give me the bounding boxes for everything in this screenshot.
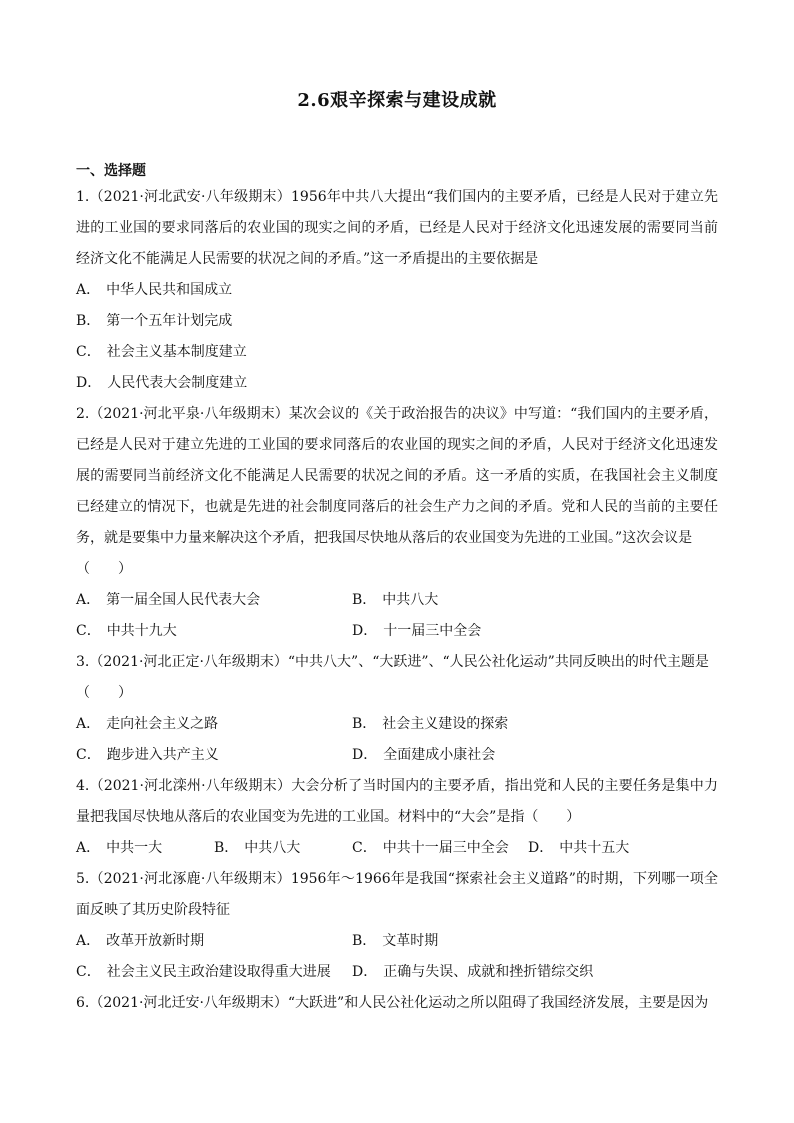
question-number: 3.	[76, 654, 90, 670]
option-c[interactable]	[76, 337, 718, 368]
question-stem: 某次会议的《关于政治报告的决议》中写道：“我们国内的主要矛盾，已经是人民对于建立先进的工业国的要求同落后的农业国的现实之间的矛盾，人民对于经济文化迅速发展的需要同当前经济文化不能满足人民需要的状况之间的矛盾。这一矛盾的实质，在我国社会主义制度已经建立的情况下，也就是先进的社会制度同落后的社会生产力之间的矛盾。党和人民的当前的主要任务，就是要集中力量来解决这个矛盾，把我国尽快地从落后的农业国变为先进的工业国。”这次会议是	[76, 406, 718, 546]
option-text: 中共十五大	[559, 840, 630, 856]
option-row	[76, 833, 718, 864]
option-a[interactable]	[76, 585, 352, 616]
question-source: （2021·河北平泉·八年级期末）	[89, 406, 289, 422]
option-letter: C．	[352, 840, 377, 856]
question-number: 5.	[76, 871, 90, 887]
option-c[interactable]	[352, 833, 528, 864]
question-source: （2021·河北迁安·八年级期末）	[89, 995, 288, 1011]
option-letter: C．	[76, 964, 101, 980]
option-text: 跑步进入共产主义	[106, 747, 219, 763]
option-b[interactable]	[352, 585, 628, 616]
option-row	[76, 616, 718, 647]
option-text: 走向社会主义之路	[106, 716, 219, 732]
option-row	[76, 306, 718, 337]
option-d[interactable]	[352, 740, 628, 771]
option-c[interactable]	[76, 616, 352, 647]
option-a[interactable]	[76, 833, 214, 864]
question-source: （2021·河北滦州·八年级期末）	[89, 778, 292, 794]
option-text: 中华人民共和国成立	[106, 282, 233, 298]
option-row	[76, 368, 718, 399]
option-text: 改革开放新时期	[106, 933, 205, 949]
answer-blank: （ ）	[76, 685, 132, 701]
question-number: 6.	[76, 995, 90, 1011]
question-text	[76, 771, 718, 833]
option-text: 中共一大	[106, 840, 163, 856]
question-stem: 大会分析了当时国内的主要矛盾，指出党和人民的主要任务是集中力量把我国尽快地从落后的农业国变为先进的工业国。材料中的“大会”是指（ ）	[76, 778, 719, 825]
option-letter: B．	[352, 933, 377, 949]
question-text	[76, 399, 718, 554]
question-source: （2021·河北涿鹿·八年级期末）	[89, 871, 291, 887]
option-text: 正确与失误、成就和挫折错综交织	[383, 964, 594, 980]
option-text: 社会主义建设的探索	[382, 716, 509, 732]
option-a[interactable]	[76, 926, 352, 957]
option-text: 社会主义民主政治建设取得重大进展	[106, 964, 331, 980]
question-source: （2021·河北武安·八年级期末）	[89, 189, 291, 205]
option-b[interactable]	[352, 926, 628, 957]
option-letter: D．	[528, 840, 554, 856]
option-row	[76, 957, 718, 988]
question-4	[76, 771, 718, 864]
option-text: 中共八大	[244, 840, 301, 856]
question-text	[76, 988, 718, 1019]
option-b[interactable]	[352, 709, 628, 740]
option-letter: A．	[76, 840, 101, 856]
section-heading: 一、选择题	[76, 163, 146, 179]
option-letter: B．	[214, 840, 239, 856]
option-letter: C．	[76, 623, 101, 639]
question-stem: “大跃进”和人民公社化运动之所以阻碍了我国经济发展，主要是因为	[287, 995, 709, 1011]
option-letter: C．	[76, 344, 101, 360]
option-letter: B．	[76, 313, 101, 329]
option-letter: A．	[76, 592, 101, 608]
option-text: 全面建成小康社会	[383, 747, 496, 763]
option-text: 中共十一届三中全会	[382, 840, 509, 856]
option-letter: A．	[76, 282, 101, 298]
option-row	[76, 275, 718, 306]
question-number: 2.	[76, 406, 90, 422]
option-row	[76, 926, 718, 957]
option-letter: D．	[76, 375, 102, 391]
option-letter: D．	[352, 964, 378, 980]
option-row	[76, 740, 718, 771]
option-text: 人民代表大会制度建立	[107, 375, 248, 391]
question-1	[76, 182, 718, 399]
question-stem: “中共八大”、“大跃进”、“人民公社化运动”共同反映出的时代主题是	[287, 654, 709, 670]
question-5	[76, 864, 718, 988]
question-text	[76, 864, 718, 926]
question-3	[76, 647, 718, 771]
option-letter: D．	[352, 747, 378, 763]
option-letter: D．	[352, 623, 378, 639]
option-row	[76, 337, 718, 368]
option-c[interactable]	[76, 740, 352, 771]
option-text: 十一届三中全会	[383, 623, 482, 639]
option-text: 中共十九大	[106, 623, 177, 639]
option-row	[76, 585, 718, 616]
option-letter: B．	[352, 716, 377, 732]
page-title: 2.6艰辛探索与建设成就	[297, 90, 497, 111]
question-number: 1.	[76, 189, 90, 205]
option-b[interactable]	[214, 833, 352, 864]
option-letter: C．	[76, 747, 101, 763]
question-text	[76, 182, 718, 275]
option-b[interactable]	[76, 306, 718, 337]
option-letter: A．	[76, 933, 101, 949]
answer-blank: （ ）	[76, 561, 132, 577]
option-row	[76, 709, 718, 740]
question-6	[76, 988, 718, 1019]
option-letter: B．	[352, 592, 377, 608]
option-text: 第一个五年计划完成	[106, 313, 233, 329]
question-stem: 1956年中共八大提出“我们国内的主要矛盾，已经是人民对于建立先进的工业国的要求同落后的农业国的现实之间的矛盾，已经是人民对于经济文化迅速发展的需要同当前经济文化不能满足人民需要的状况之间的矛盾。”这一矛盾提出的主要依据是	[76, 189, 718, 267]
option-letter: A．	[76, 716, 101, 732]
option-d[interactable]	[76, 368, 718, 399]
question-text	[76, 647, 718, 678]
option-d[interactable]	[352, 616, 628, 647]
question-2	[76, 399, 718, 647]
option-a[interactable]	[76, 709, 352, 740]
option-text: 社会主义基本制度建立	[106, 344, 247, 360]
option-a[interactable]	[76, 275, 718, 306]
option-c[interactable]	[76, 957, 352, 988]
question-list	[76, 182, 718, 1019]
question-number: 4.	[76, 778, 90, 794]
option-text: 第一届全国人民代表大会	[106, 592, 261, 608]
question-source: （2021·河北正定·八年级期末）	[89, 654, 288, 670]
option-d[interactable]	[352, 957, 628, 988]
option-text: 中共八大	[382, 592, 439, 608]
question-stem: 1956年～1966年是我国“探索社会主义道路”的时期，下列哪一项全面反映了其历史阶段特征	[76, 871, 719, 918]
option-d[interactable]	[528, 833, 666, 864]
option-text: 文革时期	[382, 933, 439, 949]
